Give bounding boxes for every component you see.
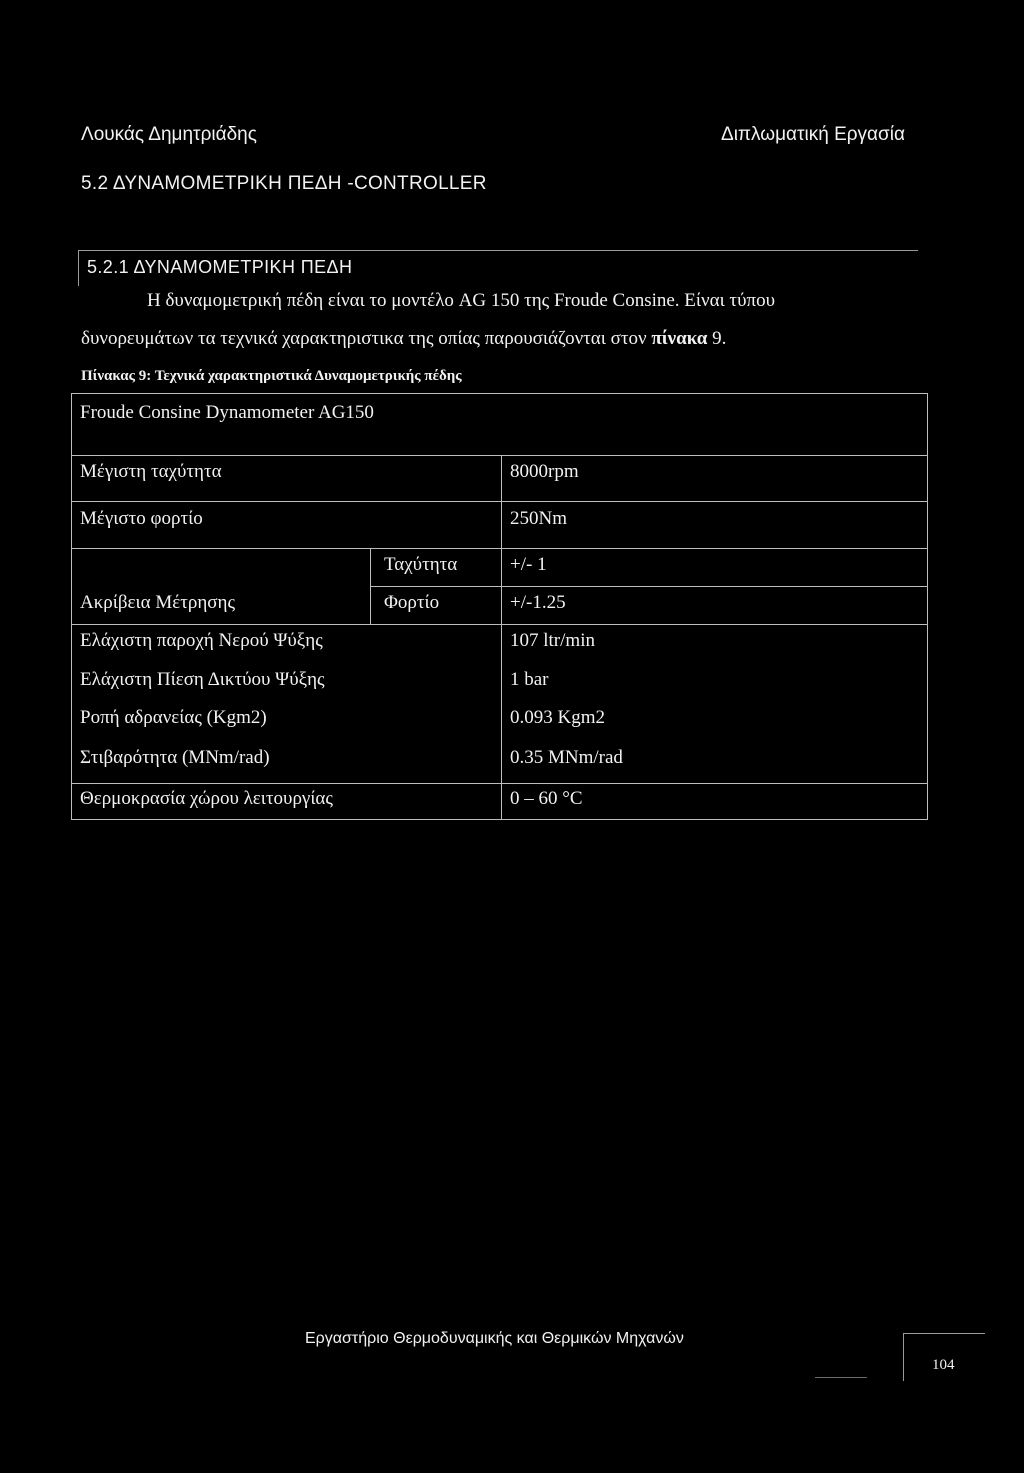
min-pressure-label: Ελάχιστη Πίεση Δικτύου Ψύξης	[80, 669, 325, 690]
inertia-label: Ροπή αδρανείας (Kgm2)	[80, 707, 267, 728]
subsection-title: 5.2.1 ΔΥΝΑΜΟΜΕΤΡΙΚΗ ΠΕΔΗ	[87, 257, 353, 277]
footer-rule	[903, 1333, 985, 1334]
table-border-left	[71, 393, 72, 820]
paragraph-line-1: Η δυναμομετρική πέδη είναι το μοντέλο AG 150 της Froude Consine. Είναι τύπου	[147, 290, 775, 311]
table-rule	[71, 548, 928, 549]
table-divider	[501, 455, 502, 820]
subsection-rule-top	[78, 250, 918, 251]
paragraph-line-2	[81, 328, 726, 350]
paragraph-line-2-text: δυνορευμάτων τα τεχνικά χαρακτηριστικα της οπίας παρουσιάζονται στον	[81, 328, 652, 349]
min-pressure-value: 1 bar	[510, 669, 549, 690]
accuracy-speed-label: Ταχύτητα	[384, 554, 458, 575]
footer-rule	[903, 1333, 904, 1381]
table-border-right	[927, 393, 928, 820]
temperature-label: Θερμοκρασία χώρου λειτουργίας	[80, 788, 333, 809]
header-author: Λουκάς Δημητριάδης	[81, 124, 257, 145]
paragraph-line-2-end: 9.	[707, 328, 727, 349]
inertia-value: 0.093 Kgm2	[510, 707, 605, 728]
stiffness-label: Στιβαρότητα (MNm/rad)	[80, 747, 270, 768]
footer-rule	[815, 1377, 867, 1378]
min-water-label: Ελάχιστη παροχή Νερού Ψύξης	[80, 630, 323, 651]
page-number: 104	[932, 1357, 955, 1373]
table-border-bottom	[71, 819, 928, 820]
max-load-value: 250Nm	[510, 508, 567, 529]
table-rule	[71, 501, 928, 502]
table-caption: Πίνακας 9: Τεχνικά χαρακτηριστικά Δυναμομετρικής πέδης	[81, 368, 462, 384]
header-doc-type: Διπλωματική Εργασία	[721, 124, 905, 145]
accuracy-speed-value: +/- 1	[510, 554, 547, 575]
max-load-label: Μέγιστο φορτίο	[80, 508, 203, 529]
subsection-rule-left	[78, 250, 79, 286]
stiffness-value: 0.35 MNm/rad	[510, 747, 623, 768]
accuracy-load-label: Φορτίο	[384, 592, 440, 613]
table-border-top	[71, 393, 928, 394]
table-title: Froude Consine Dynamometer AG150	[80, 402, 374, 423]
max-speed-label: Μέγιστη ταχύτητα	[80, 461, 222, 482]
table-rule	[71, 455, 928, 456]
table-rule	[370, 586, 928, 587]
section-title: 5.2 ΔΥΝΑΜΟΜΕΤΡΙΚΗ ΠΕΔΗ -CONTROLLER	[81, 173, 487, 194]
table-rule	[71, 783, 928, 784]
accuracy-label: Ακρίβεια Μέτρησης	[80, 592, 235, 613]
table-rule	[71, 624, 928, 625]
min-water-value: 107 ltr/min	[510, 630, 595, 651]
paragraph-table-ref: πίνακα	[651, 328, 708, 349]
max-speed-value: 8000rpm	[510, 461, 579, 482]
table-divider	[370, 548, 371, 624]
footer-lab-name: Εργαστήριο Θερμοδυναμικής και Θερμικών Μηχανών	[305, 1330, 684, 1347]
accuracy-load-value: +/-1.25	[510, 592, 566, 613]
temperature-value: 0 – 60 °C	[510, 788, 583, 809]
